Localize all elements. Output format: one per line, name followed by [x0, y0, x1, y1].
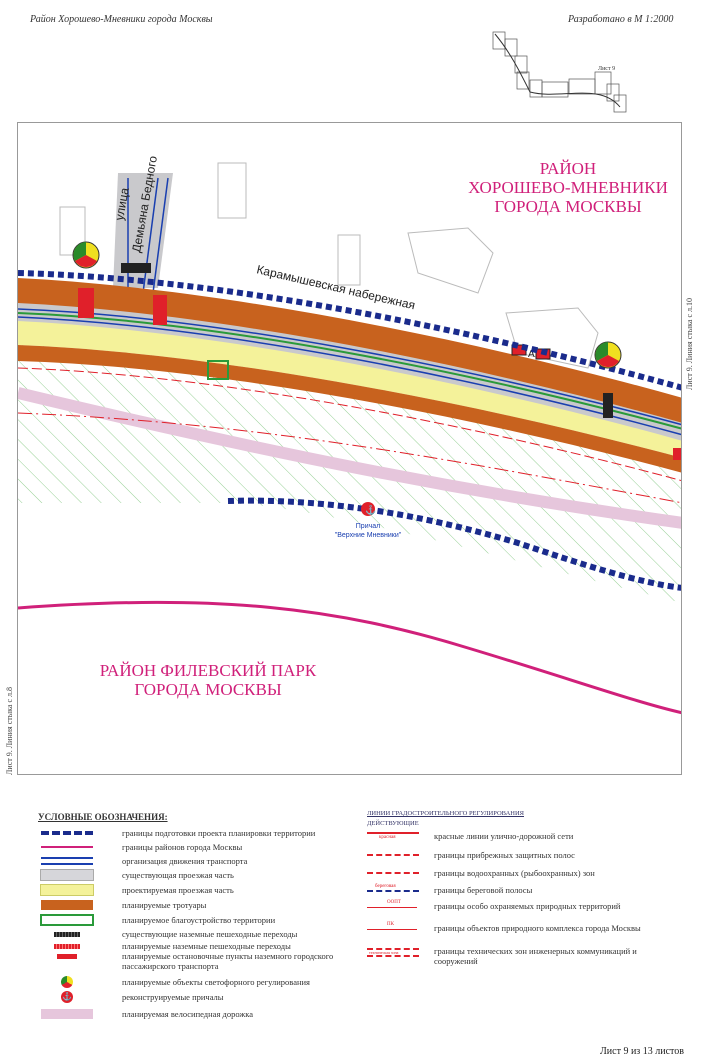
pier-name-2: "Верхние Мневники" — [334, 532, 402, 539]
oopt-symbol: ООПТ — [367, 900, 422, 912]
red-line-symbol: красная — [367, 830, 422, 842]
legend-label: планируемые объекты светофорного регулирования — [122, 977, 310, 987]
regulation-label: границы прибрежных защитных полос — [434, 850, 575, 860]
natural-complex-symbol: ПК — [367, 922, 422, 934]
district-north-label: РАЙОН ХОРОШЕВО-МНЕВНИКИ ГОРОДА МОСКВЫ — [468, 159, 668, 216]
pier-name-1: Причал — [355, 523, 381, 530]
keymap — [490, 22, 670, 122]
technical-zone-symbol: техническая зона — [367, 946, 422, 958]
sheet-counter: Лист 9 из 13 листов — [600, 1046, 684, 1057]
legend-symbol-bus-stop — [38, 951, 96, 961]
legend-label: существующие наземные пешеходные переходы — [122, 929, 298, 939]
header-left-title: Район Хорошево-Мневники города Москвы — [30, 14, 213, 25]
legend-label: границы районов города Москвы — [122, 842, 243, 852]
legend-label: существующая проезжая часть — [122, 870, 234, 880]
street-vertical-label-2: Демьяна Бедного — [129, 154, 160, 254]
joint-line-right: Лист 9. Линия стыка с л.10 — [685, 298, 694, 390]
svg-text:А: А — [528, 349, 535, 360]
legend-label: границы подготовки проекта планировки территории — [122, 828, 316, 838]
regulation-label: границы особо охраняемых природных территорий — [434, 901, 621, 911]
legend-symbol-project-boundary — [38, 828, 96, 838]
legend-title: УСЛОВНЫЕ ОБОЗНАЧЕНИЯ: — [38, 812, 168, 822]
legend-label: организация движения транспорта — [122, 856, 248, 866]
regulation-label: границы береговой полосы — [434, 885, 533, 895]
regulation-label: границы объектов природного комплекса города Москвы — [434, 923, 641, 933]
legend-label: реконструируемые причалы — [122, 992, 224, 1002]
street-vertical-label-1: улица — [112, 186, 132, 222]
legend-label: проектируемая проезжая часть — [122, 885, 234, 895]
legend-label: планируемые остановочные пункты наземного городского пассажирского транспорта — [122, 951, 334, 971]
legend-label: планируемая велосипедная дорожка — [122, 1009, 253, 1019]
shoreline-symbol: береговая — [367, 884, 422, 896]
legend-symbol-traffic — [38, 856, 96, 866]
keymap-sheet-label: Лист 9 — [598, 66, 616, 72]
legend-symbol-district-boundary — [38, 842, 96, 852]
legend-label: планируемые наземные пешеходные переходы — [122, 941, 291, 951]
legend-symbol-existing-road — [38, 870, 96, 880]
legend-symbol-planned-crossing — [38, 941, 96, 951]
coastal-protection-symbol — [367, 849, 422, 861]
traffic-light-icon — [38, 977, 96, 987]
map-area — [17, 122, 682, 775]
legend-symbol-sidewalk — [38, 900, 96, 910]
regulation-subtitle: ДЕЙСТВУЮЩИЕ — [367, 820, 419, 827]
regulation-label: границы водоохранных (рыбоохранных) зон — [434, 868, 595, 878]
street-main-label: Карамышевская набережная — [255, 262, 417, 313]
pier-icon: ⚓ — [62, 992, 72, 1001]
traffic-light-icon — [73, 242, 99, 268]
svg-text:⚓: ⚓ — [365, 505, 377, 515]
legend-label: планируемое благоустройство территории — [122, 915, 276, 925]
pier-icon — [361, 502, 376, 516]
legend-symbol-bike-path — [38, 1009, 96, 1019]
header-scale: Разработано в М 1:2000 — [568, 14, 674, 25]
regulation-label: красные линии улично-дорожной сети — [434, 831, 574, 841]
legend-symbol-planned-road — [38, 885, 96, 895]
legend-symbol-landscaping — [38, 915, 96, 925]
regulation-title: ЛИНИИ ГРАДОСТРОИТЕЛЬНОГО РЕГУЛИРОВАНИЯ — [367, 810, 524, 817]
legend-label: планируемые тротуары — [122, 900, 207, 910]
district-south-label: РАЙОН ФИЛЕВСКИЙ ПАРК ГОРОДА МОСКВЫ — [99, 661, 317, 699]
water-protection-symbol — [367, 867, 422, 879]
regulation-label: границы технических зон инженерных коммуникаций и сооружений — [434, 946, 637, 966]
legend-symbol-existing-crossing — [38, 929, 96, 939]
joint-line-left: Лист 9. Линия стыка с л.8 — [5, 687, 14, 775]
traffic-light-icon — [595, 342, 621, 368]
